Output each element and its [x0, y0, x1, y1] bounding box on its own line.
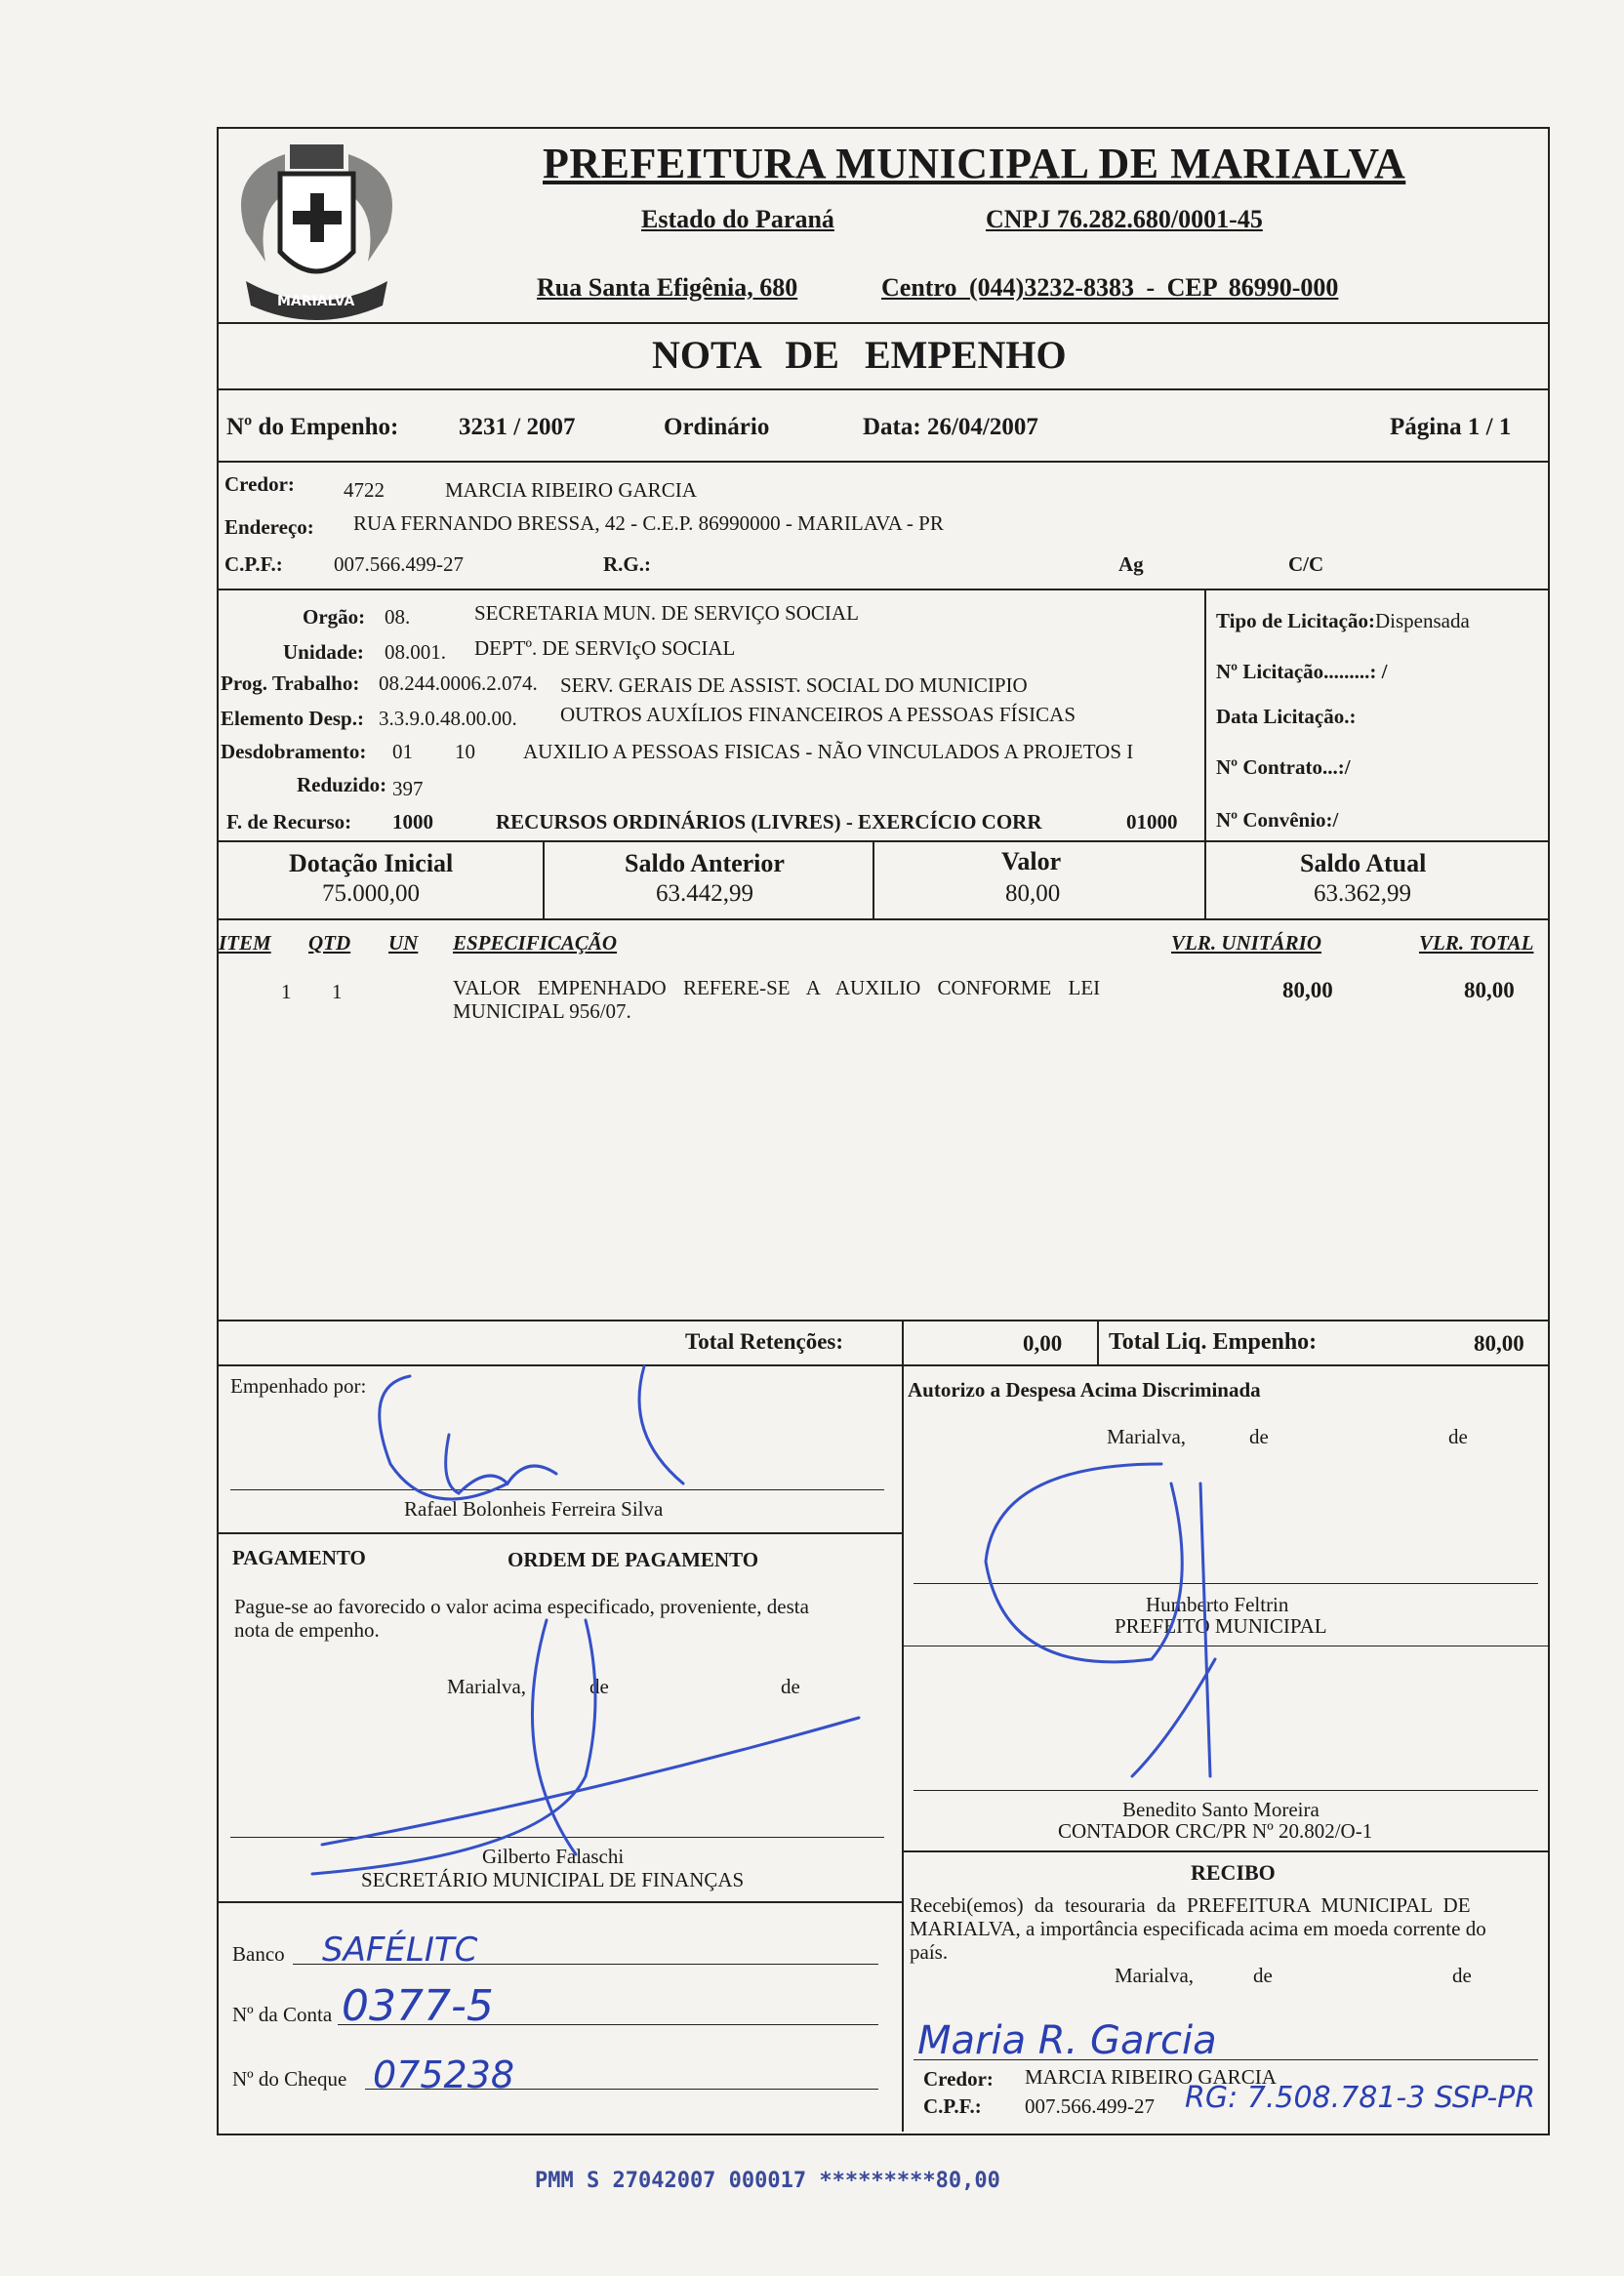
doc-title: NOTA DE EMPENHO [652, 333, 1067, 377]
secretario-name: Gilberto Falaschi [482, 1845, 625, 1868]
valor-value: 80,00 [1005, 880, 1061, 907]
banco-label: Banco [232, 1942, 285, 1966]
banco-handwritten: SAFÉLITC [322, 1931, 478, 1970]
elem-desc: OUTROS AUXÍLIOS FINANCEIROS A PESSOAS FÍSICAS [560, 703, 1076, 726]
empenho-label: Nº do Empenho: [226, 414, 399, 440]
licitacao-numero: Nº Licitação.........: / [1216, 660, 1388, 683]
credor-name: MARCIA RIBEIRO GARCIA [445, 478, 697, 502]
prog-desc: SERV. GERAIS DE ASSIST. SOCIAL DO MUNICIPIO [560, 673, 1028, 697]
header-state: Estado do Paraná [641, 205, 834, 233]
saldo-anterior-value: 63.442,99 [656, 880, 753, 907]
header-title: PREFEITURA MUNICIPAL DE MARIALVA [543, 140, 1406, 187]
liq-label: Total Liq. Empenho: [1109, 1329, 1318, 1355]
secretario-title: SECRETÁRIO MUNICIPAL DE FINANÇAS [361, 1868, 745, 1891]
item-unit: 80,00 [1282, 978, 1333, 1002]
retencoes-label: Total Retenções: [685, 1329, 844, 1354]
prog-label: Prog. Trabalho: [221, 671, 360, 695]
pagamento-label: PAGAMENTO [232, 1546, 366, 1569]
item-desc-1: VALOR EMPENHADO REFERE-SE A AUXILIO CONFORME LEI [453, 976, 1101, 999]
valor-label: Valor [1001, 847, 1062, 875]
recibo-place: Marialva, [1115, 1964, 1195, 1987]
desd-code1: 01 [392, 740, 413, 763]
empenho-type: Ordinário [664, 414, 770, 440]
cc-label: C/C [1288, 552, 1324, 576]
recurso-label: F. de Recurso: [226, 810, 352, 833]
desd-label: Desdobramento: [221, 740, 367, 763]
conta-label: Nº da Conta [232, 2003, 333, 2026]
reduzido-value: 397 [392, 777, 424, 800]
credor-cpf: 007.566.499-27 [334, 552, 464, 576]
desd-desc: AUXILIO A PESSOAS FISICAS - NÃO VINCULADOS A PROJETOS I [523, 740, 1134, 763]
empenhado-label: Empenhado por: [230, 1374, 367, 1398]
header-contact: Centro (044)3232-8383 - CEP 86990-000 [881, 273, 1339, 302]
pagamento-place: Marialva, [447, 1675, 527, 1698]
cpf-label: C.P.F.: [224, 552, 283, 576]
licitacao-convenio: Nº Convênio:/ [1216, 808, 1339, 832]
credor-code: 4722 [344, 478, 385, 502]
saldo-anterior-label: Saldo Anterior [625, 849, 785, 877]
orgao-code: 08. [385, 605, 411, 629]
reduzido-label: Reduzido: [297, 773, 387, 796]
item-number: 1 [281, 980, 292, 1003]
dotacao-label: Dotação Inicial [289, 849, 454, 877]
pagamento-text-2: nota de empenho. [234, 1618, 380, 1642]
municipal-seal [226, 135, 407, 330]
desd-code2: 10 [455, 740, 475, 763]
autorizo-de-1: de [1249, 1425, 1269, 1448]
endereco-label: Endereço: [224, 515, 314, 539]
autorizo-place: Marialva, [1107, 1425, 1187, 1448]
rg-label: R.G.: [603, 552, 651, 576]
item-desc-2: MUNICIPAL 956/07. [453, 999, 631, 1023]
saldo-atual-label: Saldo Atual [1300, 849, 1427, 877]
unidade-label: Unidade: [283, 640, 364, 664]
licitacao-tipo-value: Dispensada [1374, 609, 1470, 632]
col-un: UN [388, 931, 419, 955]
recibo-signature: Maria R. Garcia [917, 2018, 1217, 2063]
item-qtd: 1 [332, 980, 343, 1003]
licitacao-tipo-label [1216, 609, 1470, 633]
empenho-number: 3231 / 2007 [459, 414, 576, 440]
saldo-atual-value: 63.362,99 [1314, 880, 1411, 907]
unidade-desc: DEPTº. DE SERVIçO SOCIAL [474, 636, 736, 660]
recibo-cpf-label: C.P.F.: [923, 2094, 982, 2118]
empenho-date: Data: 26/04/2007 [863, 414, 1038, 440]
cheque-handwritten: 075238 [373, 2053, 515, 2096]
col-item: ITEM [219, 931, 271, 955]
licitacao-data: Data Licitação.: [1216, 705, 1357, 728]
ag-label: Ag [1118, 552, 1144, 576]
recibo-rg-handwritten: RG: 7.508.781-3 SSP-PR [1185, 2081, 1536, 2115]
liq-value: 80,00 [1474, 1331, 1524, 1356]
orgao-desc: SECRETARIA MUN. DE SERVIÇO SOCIAL [474, 601, 859, 625]
header-cnpj: CNPJ 76.282.680/0001-45 [986, 205, 1263, 233]
header-street: Rua Santa Efigênia, 680 [537, 273, 798, 302]
recibo-text-1: Recebi(emos) da tesouraria da PREFEITURA MUNICIPAL DE [910, 1893, 1471, 1917]
contador-title: CONTADOR CRC/PR Nº 20.802/O-1 [1058, 1819, 1373, 1843]
retencoes-value: 0,00 [1023, 1331, 1063, 1356]
prog-code: 08.244.0006.2.074. [379, 671, 538, 695]
licitacao-contrato: Nº Contrato...:/ [1216, 755, 1351, 779]
pagamento-de-1: de [589, 1675, 609, 1698]
page-number: Página 1 / 1 [1390, 414, 1512, 440]
licitacao-tipo-label-text: Tipo de Licitação: [1216, 609, 1375, 632]
recurso-code: 1000 [392, 810, 433, 833]
contador-name: Benedito Santo Moreira [1122, 1798, 1320, 1821]
recibo-text-3: país. [910, 1940, 949, 1964]
credor-label: Credor: [224, 472, 295, 496]
dotacao-value: 75.000,00 [322, 880, 420, 907]
autorizo-de-2: de [1448, 1425, 1468, 1448]
credor-address: RUA FERNANDO BRESSA, 42 - C.E.P. 86990000 - MARILAVA - PR [353, 511, 944, 535]
recurso-desc: RECURSOS ORDINÁRIOS (LIVRES) - EXERCÍCIO CORR [496, 810, 1042, 833]
autorizo-label: Autorizo a Despesa Acima Discriminada [908, 1378, 1261, 1402]
recibo-title: RECIBO [1191, 1860, 1276, 1885]
recibo-credor-label: Credor: [923, 2067, 994, 2091]
prefeito-title: PREFEITO MUNICIPAL [1115, 1614, 1327, 1638]
col-espec: ESPECIFICAÇÃO [453, 931, 618, 955]
pagamento-de-2: de [781, 1675, 800, 1698]
recibo-de-1: de [1253, 1964, 1273, 1987]
elem-code: 3.3.9.0.48.00.00. [379, 707, 517, 730]
seal-label: MARIALVA [277, 294, 355, 309]
recibo-de-2: de [1452, 1964, 1472, 1987]
ordem-pagamento-label: ORDEM DE PAGAMENTO [508, 1548, 759, 1571]
recibo-cpf: 007.566.499-27 [1025, 2094, 1155, 2118]
orgao-label: Orgão: [303, 605, 366, 629]
prefeito-name: Humberto Feltrin [1146, 1593, 1289, 1616]
recurso-code2: 01000 [1126, 810, 1178, 833]
col-total: VLR. TOTAL [1419, 931, 1534, 955]
recibo-text-2: MARIALVA, a importância especificada acima em moeda corrente do [910, 1917, 1486, 1940]
conta-handwritten: 0377-5 [342, 1981, 494, 2031]
col-unit: VLR. UNITÁRIO [1171, 931, 1322, 955]
pagamento-text-1: Pague-se ao favorecido o valor acima especificado, proveniente, desta [234, 1595, 809, 1618]
cheque-label: Nº do Cheque [232, 2067, 347, 2091]
print-stamp: PMM S 27042007 000017 *********80,00 [535, 2169, 1000, 2193]
recibo-credor-name: MARCIA RIBEIRO GARCIA [1025, 2065, 1277, 2089]
item-total: 80,00 [1464, 978, 1515, 1002]
unidade-code: 08.001. [385, 640, 446, 664]
empenhado-name: Rafael Bolonheis Ferreira Silva [404, 1497, 664, 1521]
elem-label: Elemento Desp.: [221, 707, 364, 730]
col-qtd: QTD [308, 931, 351, 955]
